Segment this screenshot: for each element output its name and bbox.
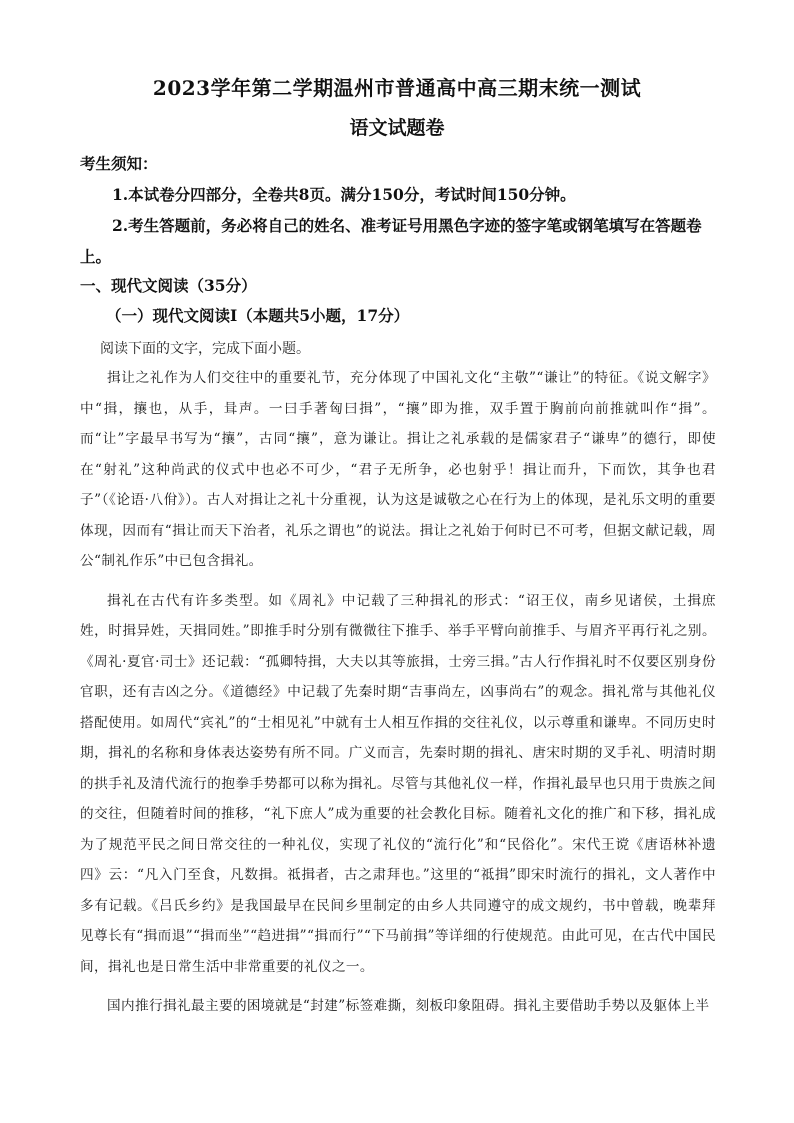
notice-item-1: 1.本试卷分四部分，全卷共8页。满分150分，考试时间150分钟。 bbox=[112, 185, 576, 204]
passage-paragraph: 国内推行揖礼最主要的困境就是“封建”标签难撕，刻板印象阻碍。揖礼主要借助手势以及躯体上半 bbox=[107, 998, 710, 1014]
section-modern-reading bbox=[80, 271, 716, 331]
notice-item-2: 2.考生答题前，务必将自己的姓名、准考证号用黑色字迹的签字笔或钢笔填写在答题卷上。 bbox=[80, 216, 702, 266]
passage-paragraph: 揖让之礼作为人们交往中的重要礼节，充分体现了中国礼文化“主敬”“谦让”的特征。《说文解字》中“揖，攘也，从手，咠声。一曰手著匈曰揖”，“攘”即为推，双手置于胸前向前推就叫作“揖”。而“让”字最早书写为“攘”，古同“攘”，意为谦让。揖让之礼承载的是儒家君子“谦卑”的德行，即使在“射礼”这种尚武的仪式中也必不可少，“君子无所争，必也射乎！揖让而升，下而饮，其争也君子”（《论语·八佾》）。古人对揖让之礼十分重视，认为这是诚敬之心在行为上的体现，是礼乐文明的重要体现，因而有“揖让而天下治者，礼乐之谓也”的说法。揖让之礼始于何时已不可考，但据文献记载，周公“制礼作乐”中已包含揖礼。 bbox=[80, 370, 716, 569]
section-heading: 一、现代文阅读（35分） bbox=[80, 276, 257, 295]
exam-subtitle: 语文试题卷 bbox=[349, 117, 445, 139]
candidate-notice bbox=[80, 148, 716, 272]
passage-paragraph: 揖礼在古代有许多类型。如《周礼》中记载了三种揖礼的形式：“诏王仪，南乡见诸侯，土揖庶姓，时揖异姓，天揖同姓。”即推手时分别有微微往下推手、举手平臂向前推手、与眉齐平再行礼之别。《周礼·夏官·司士》还记载：“孤卿特揖，大夫以其等旅揖，士旁三揖。”古人行作揖礼时不仅要区别身份官职，还有吉凶之分。《道德经》中记载了先秦时期“吉事尚左，凶事尚右”的观念。揖礼常与其他礼仪搭配使用。如周代“宾礼”的“士相见礼”中就有士人相互作揖的交往礼仪，以示尊重和谦卑。不同历史时期，揖礼的名称和身体表达姿势有所不同。广义而言，先秦时期的揖礼、唐宋时期的叉手礼、明清时期的拱手礼及清代流行的抱拳手势都可以称为揖礼。尽管与其他礼仪一样，作揖礼最早也只用于贵族之间的交往，但随着时间的推移，“礼下庶人”成为重要的社会教化目标。随着礼文化的推广和下移，揖礼成为了规范平民之间日常交往的一种礼仪，实现了礼仪的“流行化”和“民俗化”。宋代王谠《唐语林补遗四》云：“凡入门至食，凡数揖。祗揖者，古之肃拜也。”这里的“祗揖”即宋时流行的揖礼，文人著作中多有记载。《吕氏乡约》是我国最早在民间乡里制定的由乡人共同遵守的成文规约，书中曾载，晚辈拜见尊长有“揖而退”“揖而坐”“趋进揖”“揖而行”“下马前揖”等详细的行使规范。由此可见，在古代中国民间，揖礼也是日常生活中非常重要的礼仪之一。 bbox=[80, 592, 716, 975]
subsection-heading: （一）现代文阅读Ⅰ（本题共5小题，17分） bbox=[106, 306, 410, 325]
exam-title: 2023学年第二学期温州市普通高中高三期末统一测试 bbox=[152, 76, 642, 100]
notice-heading: 考生须知： bbox=[80, 154, 158, 173]
reading-passage bbox=[80, 363, 716, 1031]
reading-instruction: 阅读下面的文字，完成下面小题。 bbox=[100, 341, 310, 357]
